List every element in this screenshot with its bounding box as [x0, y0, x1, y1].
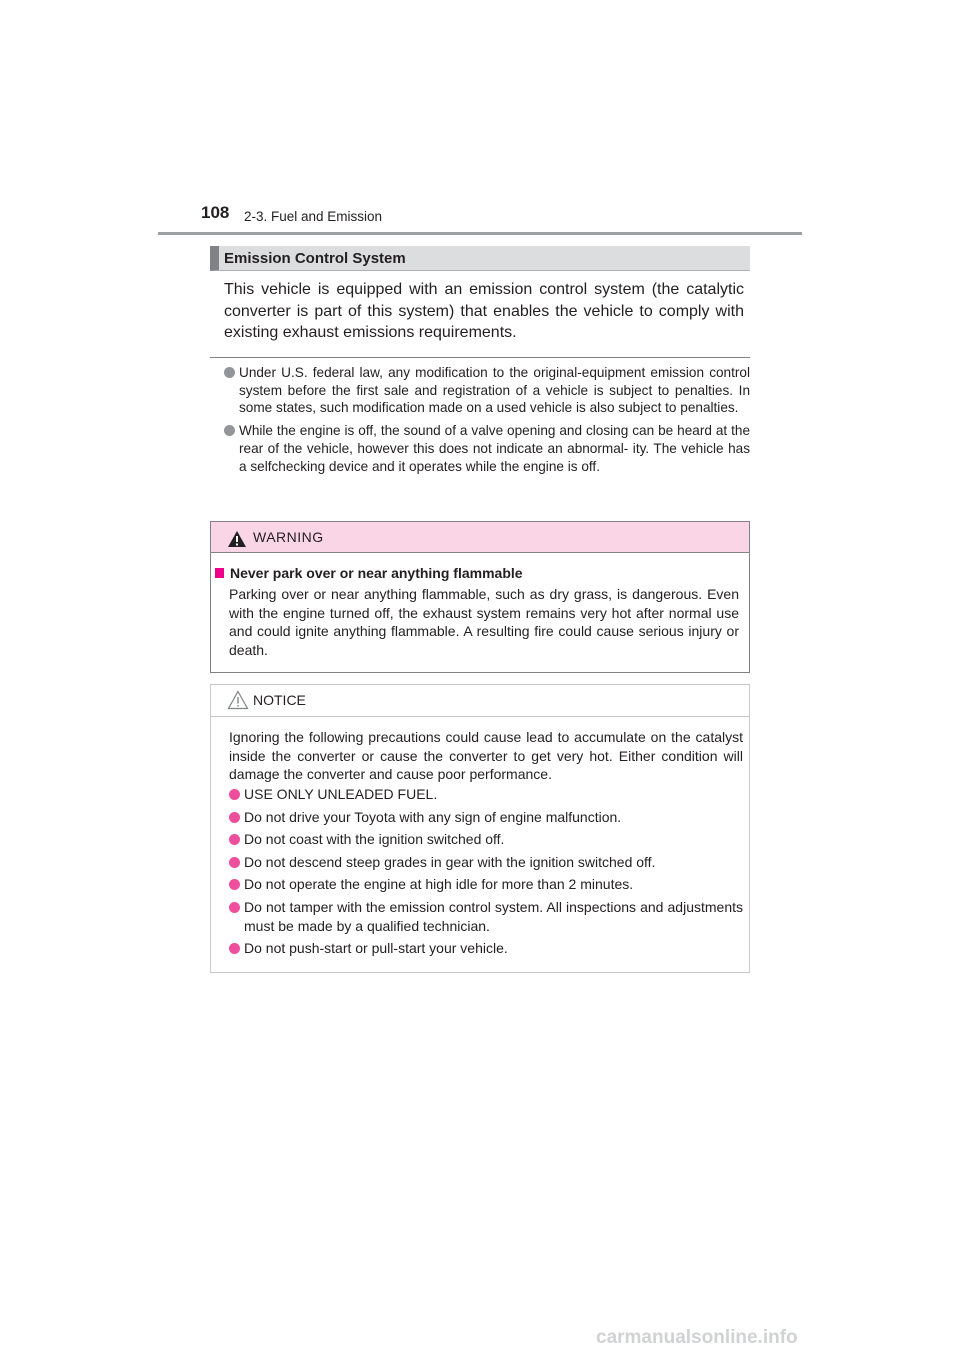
bullet-dot-icon: [229, 902, 240, 913]
warning-title: [215, 565, 523, 581]
bullet-dot-icon: [229, 834, 240, 845]
bullet-dot-icon: [229, 943, 240, 954]
intro-paragraph: This vehicle is equipped with an emission control system (the catalytic converter is part of this system) that enables the vehicle to comply with existing exhaust emissions requirements.: [224, 281, 744, 341]
info-bullet-list: [224, 364, 750, 480]
list-item-text: Do not coast with the ignition switched off.: [244, 831, 505, 848]
warning-triangle-icon: [227, 530, 247, 548]
watermark: carmanualsonline.info: [596, 1327, 798, 1348]
warning-title-text: Never park over or near anything flammable: [230, 565, 523, 581]
notice-box: [210, 684, 750, 973]
page-number: 108: [201, 203, 230, 222]
list-item: [229, 853, 743, 872]
notice-header: [211, 685, 749, 717]
list-item: [229, 898, 743, 935]
list-item: [229, 830, 743, 849]
square-bullet-icon: [215, 568, 224, 578]
list-item: [229, 939, 743, 958]
list-item: [224, 364, 750, 417]
bullet-dot-icon: [229, 789, 240, 800]
list-item-text: USE ONLY UNLEADED FUEL.: [244, 786, 438, 802]
notice-triangle-icon: [227, 690, 249, 710]
list-item: [229, 785, 743, 804]
warning-box: [210, 521, 750, 673]
list-item-text: While the engine is off, the sound of a valve opening and closing can be heard at the rear of the vehicle, however this does not indicate an abnormal- ity. The vehicle has a selfchecking device and it operates while the engine is off.: [239, 423, 750, 474]
section-label: 2-3. Fuel and Emission: [244, 209, 383, 224]
bullet-dot-icon: [229, 812, 240, 823]
list-item-text: Do not push-start or pull-start your vehicle.: [244, 940, 508, 957]
list-item: [229, 875, 743, 894]
warning-header: [211, 522, 749, 553]
list-item-text: Do not descend steep grades in gear with the ignition switched off.: [244, 853, 656, 870]
bullet-dot-icon: [224, 425, 235, 436]
warning-label: WARNING: [253, 529, 324, 545]
bullet-dot-icon: [229, 879, 240, 890]
list-item-text: Do not operate the engine at high idle for more than 2 minutes.: [244, 876, 634, 893]
list-item-text: Under U.S. federal law, any modification to the original-equipment emission control system before the first sale and registration of a vehicle is subject to penalties. In some states, such modification made on a used vehicle is also subject to penalties.: [239, 365, 750, 416]
list-item-text: Do not drive your Toyota with any sign of engine malfunction.: [244, 808, 622, 825]
list-item: [229, 808, 743, 827]
notice-list: [229, 785, 743, 962]
bullet-dot-icon: [229, 857, 240, 868]
list-item-text: Do not tamper with the emission control system. All inspections and adjustments must be made by a qualified technician.: [244, 898, 743, 934]
notice-intro: Ignoring the following precautions could cause lead to accumulate on the catalyst inside the converter or cause the converter to get very hot. Either condition will damage the converter and cause poor performance.: [229, 729, 743, 783]
section-heading-text: Emission Control System: [224, 250, 406, 267]
header-rule: [158, 232, 802, 235]
warning-text: Parking over or near anything flammable, such as dry grass, is dangerous. Even with the engine turned off, the exhaust system remains very hot after normal use and could ignite anything flammable. A resulting fire could cause serious injury or death.: [229, 586, 739, 658]
notice-label: NOTICE: [253, 692, 306, 708]
list-item: [224, 422, 750, 475]
bullet-dot-icon: [224, 367, 235, 378]
intro-divider: [210, 357, 750, 358]
section-heading: [210, 246, 750, 271]
